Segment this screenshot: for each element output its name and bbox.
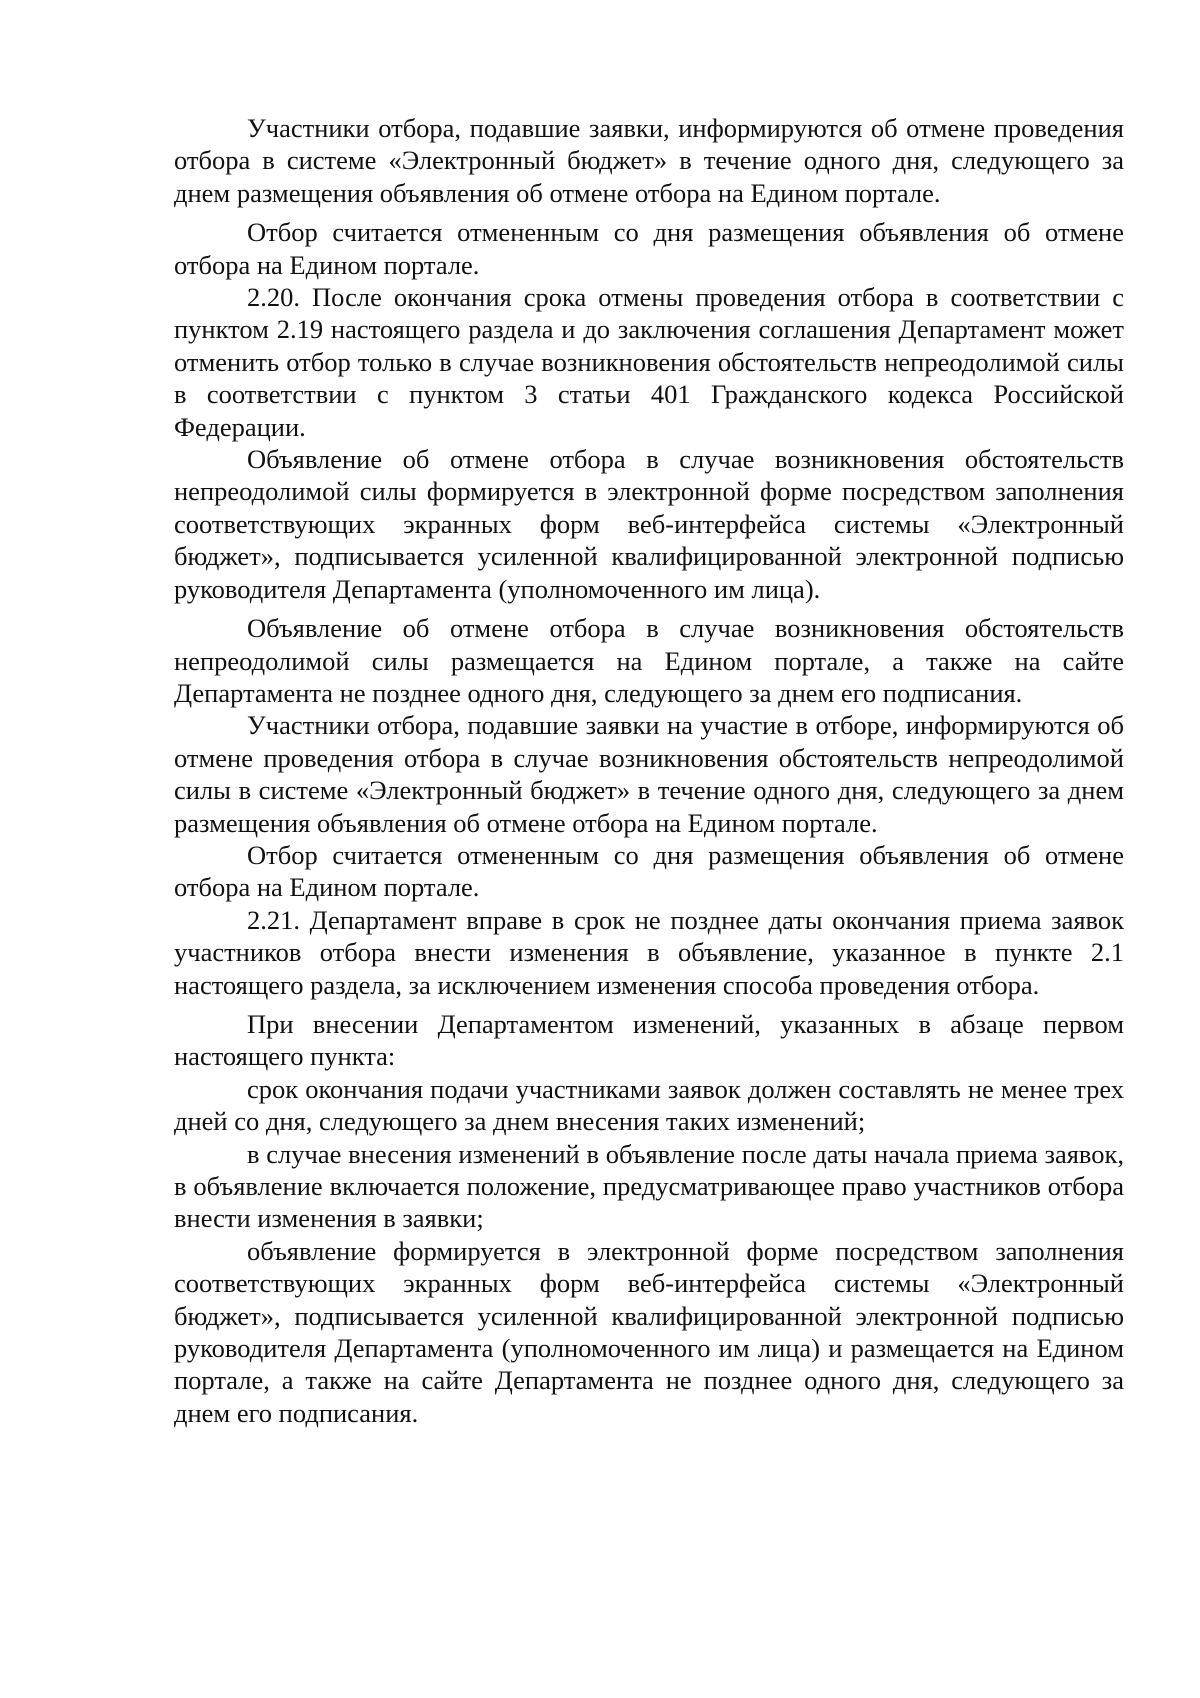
paragraph-clause-2-21: 2.21. Департамент вправе в срок не позднее даты окончания приема заявок участников отбора внести изменения в объявление, указанное в пункте 2.1 настоящего раздела, за исключением изменения способа проведения отбора.: [174, 904, 1124, 1000]
paragraph-force-majeure-announcement-form: Объявление об отмене отбора в случае возникновения обстоятельств непреодолимой силы формируется в электронной форме посредством заполнения соответствующих экранных форм веб-интерфейса системы «Электронный бюджет», подписывается усиленной квалифицированной электронной подписью руководителя Департамента (уполномоченного им лица).: [174, 444, 1124, 604]
paragraph-deadline-requirement: срок окончания подачи участниками заявок должен составлять не менее трех дней со дня, следующего за днем внесения таких изменений;: [174, 1073, 1124, 1137]
paragraph-selection-cancelled-repeat: Отбор считается отмененным со дня размещения объявления об отмене отбора на Едином портале.: [174, 839, 1124, 903]
paragraph-participants-notified: Участники отбора, подавшие заявки, информируются об отмене проведения отбора в системе «Электронный бюджет» в течение одного дня, следующего за днем размещения объявления об отмене отбора на Едином портале.: [174, 113, 1124, 208]
paragraph-amendment-conditions: При внесении Департаментом изменений, указанных в абзаце первом настоящего пункта:: [174, 1008, 1124, 1072]
paragraph-application-changes: в случае внесения изменений в объявление после даты начала приема заявок, в объявление включается положение, предусматривающее право участников отбора внести изменения в заявки;: [174, 1138, 1124, 1234]
document-page: [174, 112, 1124, 1429]
paragraph-selection-cancelled: Отбор считается отмененным со дня размещения объявления об отмене отбора на Едином портале.: [174, 217, 1124, 280]
paragraph-announcement-signing: объявление формируется в электронной форме посредством заполнения соответствующих экранных форм веб-интерфейса системы «Электронный бюджет», подписывается усиленной квалифицированной электронной подписью руководителя Департамента (уполномоченного им лица) и размещается на Едином портале, а также на сайте Департамента не позднее одного дня, следующего за днем его подписания.: [174, 1235, 1124, 1428]
paragraph-force-majeure-announcement-publication: Объявление об отмене отбора в случае возникновения обстоятельств непреодолимой силы размещается на Едином портале, а также на сайте Департамента не позднее одного дня, следующего за днем его подписания.: [174, 613, 1124, 708]
paragraph-force-majeure-participants-notified: Участники отбора, подавшие заявки на участие в отборе, информируются об отмене проведения отбора в случае возникновения обстоятельств непреодолимой силы в системе «Электронный бюджет» в течение одного дня, следующего за днем размещения объявления об отмене отбора на Едином портале.: [174, 710, 1124, 838]
paragraph-clause-2-20: 2.20. После окончания срока отмены проведения отбора в соответствии с пунктом 2.19 настоящего раздела и до заключения соглашения Департамент может отменить отбор только в случае возникновения обстоятельств непреодолимой силы в соответствии с пунктом 3 статьи 401 Гражданского кодекса Российской Федерации.: [174, 282, 1124, 442]
